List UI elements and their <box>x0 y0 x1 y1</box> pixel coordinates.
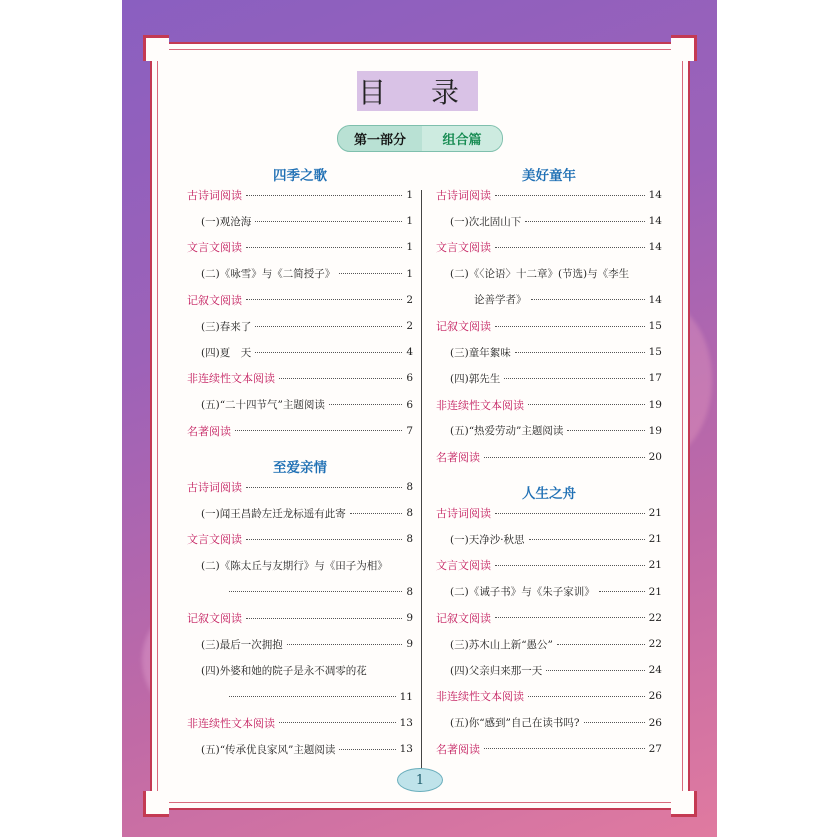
entry-label: 名著阅读 <box>436 451 480 464</box>
dot-leader <box>339 273 402 274</box>
entry-page: 1 <box>406 215 413 228</box>
entry-label: (三)苏木山上新“愚公” <box>450 638 553 651</box>
dot-leader <box>484 457 645 458</box>
entry-page: 21 <box>648 507 662 519</box>
entry-page: 22 <box>648 638 662 650</box>
dot-leader <box>567 430 644 431</box>
toc-category[interactable] <box>187 291 413 309</box>
entry-page: 15 <box>648 346 662 359</box>
dot-leader <box>279 722 396 723</box>
entry-label: (一)闻王昌龄左迁龙标遥有此寄 <box>201 507 346 520</box>
section-title: 人生之舟 <box>522 486 576 502</box>
entry-label: (二)《〈论语〉十二章》(节选)与《李生 <box>450 268 630 281</box>
toc-category[interactable] <box>187 422 413 440</box>
dot-leader <box>599 591 645 592</box>
entry-label: (五)“传承优良家风”主题阅读 <box>201 743 336 756</box>
entry-label: (五)“热爱劳动”主题阅读 <box>450 425 564 438</box>
toc-entry[interactable] <box>436 422 662 440</box>
dot-leader <box>515 352 645 353</box>
dot-leader <box>525 221 644 222</box>
entry-label: (四)郭先生 <box>450 372 501 385</box>
dot-leader <box>495 513 645 514</box>
toc-category[interactable] <box>187 238 413 256</box>
column-divider <box>421 190 422 770</box>
entry-label: 记叙文阅读 <box>436 320 491 333</box>
toc-category[interactable] <box>187 186 413 204</box>
dot-leader <box>246 618 402 619</box>
entry-page: 1 <box>406 241 413 254</box>
entry-label: (五)你“感到”自己在读书吗? <box>450 717 580 730</box>
entry-page: 14 <box>648 293 662 306</box>
entry-label: (三)最后一次拥抱 <box>201 638 283 651</box>
toc-entry[interactable] <box>436 661 662 679</box>
dot-leader <box>246 487 402 488</box>
toc-entry[interactable] <box>187 317 413 335</box>
entry-label: (一)天净沙·秋思 <box>450 533 525 546</box>
dot-leader <box>329 404 402 405</box>
toc-category[interactable] <box>187 478 413 496</box>
toc-entry[interactable] <box>436 714 662 732</box>
toc-category[interactable] <box>436 687 662 705</box>
dot-leader <box>529 539 645 540</box>
entry-label: (三)童年絮味 <box>450 346 511 359</box>
dot-leader <box>255 352 402 353</box>
entry-label: (一)观沧海 <box>201 215 252 228</box>
entry-label: (四)父亲归来那一天 <box>450 664 543 677</box>
entry-page: 19 <box>648 398 662 411</box>
entry-label: (三)春来了 <box>201 320 252 333</box>
entry-label: (二)《咏雪》与《二简授子》 <box>201 268 336 281</box>
entry-label: 名著阅读 <box>436 742 480 756</box>
toc-entry[interactable] <box>187 504 413 522</box>
page-title: 目 录 <box>357 71 478 111</box>
entry-page: 21 <box>648 533 662 546</box>
toc-entry[interactable] <box>187 265 413 283</box>
entry-page: 6 <box>406 398 413 411</box>
entry-label: (四)外婆和她的院子是永不凋零的花 <box>201 664 367 677</box>
dot-leader <box>229 591 402 592</box>
entry-page: 1 <box>406 267 413 280</box>
toc-category[interactable] <box>436 504 662 522</box>
toc-entry[interactable] <box>187 212 413 230</box>
toc-category[interactable] <box>436 740 662 758</box>
entry-page: 14 <box>648 215 662 228</box>
dot-leader <box>528 404 645 405</box>
part-name: 组合篇 <box>422 126 502 151</box>
toc-entry[interactable] <box>436 635 662 653</box>
entry-label: 记叙文阅读 <box>187 293 242 307</box>
entry-page: 8 <box>406 507 413 520</box>
dot-leader <box>504 378 644 379</box>
entry-page: 2 <box>406 320 413 332</box>
entry-label: 记叙文阅读 <box>436 611 491 625</box>
entry-label: 文言文阅读 <box>436 559 491 573</box>
dot-leader <box>557 644 645 645</box>
toc-entry[interactable] <box>187 557 413 575</box>
dot-leader <box>229 696 396 697</box>
entry-page: 14 <box>648 189 662 201</box>
entry-page: 6 <box>406 372 413 385</box>
dot-leader <box>484 748 645 749</box>
dot-leader <box>495 565 645 566</box>
corner-ornament <box>143 35 169 61</box>
toc-category[interactable] <box>187 609 413 627</box>
toc-entry[interactable] <box>187 343 413 361</box>
entry-label: (二)《诫子书》与《朱子家训》 <box>450 586 595 599</box>
dot-leader <box>350 513 403 514</box>
entry-page: 17 <box>648 372 662 385</box>
part-banner <box>337 125 503 152</box>
toc-entry[interactable] <box>436 343 662 361</box>
dot-leader <box>246 539 402 540</box>
dot-leader <box>546 670 644 671</box>
toc-entry[interactable] <box>187 635 413 653</box>
entry-page: 9 <box>406 612 413 624</box>
entry-page: 11 <box>399 690 413 703</box>
dot-leader <box>495 195 645 196</box>
entry-label: 非连续性文本阅读 <box>187 372 275 386</box>
entry-page: 24 <box>648 664 662 677</box>
dot-leader <box>246 247 402 248</box>
entry-label: (一)次北固山下 <box>450 215 522 228</box>
entry-page: 19 <box>648 424 662 437</box>
section-title: 美好童年 <box>522 168 576 184</box>
corner-ornament <box>671 35 697 61</box>
entry-label: 非连续性文本阅读 <box>187 716 275 730</box>
toc-entry[interactable] <box>436 530 662 548</box>
entry-page: 1 <box>406 189 413 201</box>
section-title: 至爱亲情 <box>273 460 327 476</box>
dot-leader <box>255 326 402 327</box>
entry-page: 26 <box>648 716 662 729</box>
toc-category[interactable] <box>436 238 662 256</box>
toc-entry[interactable] <box>436 291 662 309</box>
toc-category[interactable] <box>187 369 413 387</box>
dot-leader <box>495 326 645 327</box>
entry-page: 8 <box>406 481 413 493</box>
toc-entry[interactable] <box>436 265 662 283</box>
entry-label: 文言文阅读 <box>436 241 491 255</box>
entry-label: (二)《陈太丘与友期行》与《田子为相》 <box>201 560 388 573</box>
entry-label: (五)“二十四节气”主题阅读 <box>201 399 325 412</box>
entry-page: 21 <box>648 559 662 572</box>
entry-label: 古诗词阅读 <box>436 507 491 520</box>
entry-label: 记叙文阅读 <box>187 612 242 625</box>
entry-page: 13 <box>399 716 413 729</box>
entry-page: 27 <box>648 742 662 755</box>
entry-label: 非连续性文本阅读 <box>436 690 524 704</box>
entry-page: 26 <box>648 690 662 703</box>
entry-label: 文言文阅读 <box>187 241 242 255</box>
dot-leader <box>279 378 402 379</box>
entry-page: 14 <box>648 241 662 254</box>
entry-label: 古诗词阅读 <box>187 189 242 202</box>
entry-label: (四)夏 天 <box>201 346 252 359</box>
toc-entry[interactable] <box>187 583 413 601</box>
dot-leader <box>531 299 645 300</box>
dot-leader <box>495 617 645 618</box>
dot-leader <box>495 247 645 248</box>
corner-ornament <box>671 791 697 817</box>
toc-entry[interactable] <box>187 740 413 758</box>
toc-entry[interactable] <box>436 583 662 601</box>
toc-category[interactable] <box>187 530 413 548</box>
toc-entry[interactable] <box>187 396 413 414</box>
toc-category[interactable] <box>436 396 662 414</box>
entry-label: 文言文阅读 <box>187 533 242 547</box>
toc-category[interactable] <box>187 714 413 732</box>
entry-label: 论善学者》 <box>474 294 527 307</box>
entry-page: 4 <box>406 346 413 359</box>
entry-page: 8 <box>406 533 413 546</box>
entry-page: 20 <box>648 451 662 463</box>
part-label: 第一部分 <box>353 133 406 148</box>
dot-leader <box>339 749 395 750</box>
entry-page: 15 <box>648 320 662 332</box>
dot-leader <box>255 221 402 222</box>
entry-label: 古诗词阅读 <box>436 189 491 202</box>
toc-entry[interactable] <box>187 688 413 706</box>
dot-leader <box>287 644 403 645</box>
toc-category[interactable] <box>436 448 662 466</box>
entry-page: 2 <box>406 293 413 306</box>
dot-leader <box>528 696 645 697</box>
entry-label: 古诗词阅读 <box>187 481 242 494</box>
page-number: 1 <box>397 768 443 792</box>
toc-category[interactable] <box>436 609 662 627</box>
entry-label: 名著阅读 <box>187 424 231 438</box>
dot-leader <box>246 299 402 300</box>
entry-page: 13 <box>399 743 413 755</box>
entry-page: 21 <box>648 585 662 598</box>
corner-ornament <box>143 791 169 817</box>
toc-category[interactable] <box>436 186 662 204</box>
toc-category[interactable] <box>436 556 662 574</box>
entry-label: 非连续性文本阅读 <box>436 398 524 412</box>
toc-entry[interactable] <box>187 661 413 679</box>
dot-leader <box>584 722 645 723</box>
dot-leader <box>235 430 402 431</box>
entry-page: 8 <box>406 585 413 598</box>
entry-page: 7 <box>406 424 413 437</box>
section-title: 四季之歌 <box>273 168 327 184</box>
entry-page: 22 <box>648 611 662 624</box>
toc-entry[interactable] <box>436 212 662 230</box>
dot-leader <box>246 195 402 196</box>
entry-page: 9 <box>406 638 413 651</box>
toc-category[interactable] <box>436 317 662 335</box>
toc-entry[interactable] <box>436 369 662 387</box>
